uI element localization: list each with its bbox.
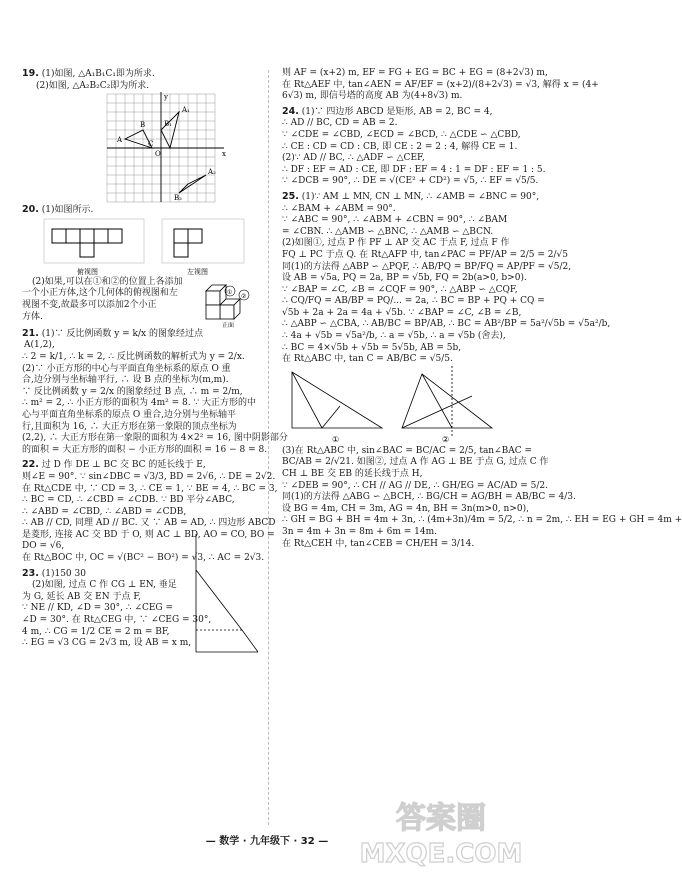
svg-text:B: B: [140, 121, 146, 130]
q19-line-2: (2)如图, △A₂B₂C₂即为所求.: [36, 80, 150, 91]
q23-tower-figure: [182, 530, 262, 660]
svg-text:②: ②: [241, 292, 247, 300]
q21-line-1: 21. (1)∵ 反比例函数 y = k/x 的图象经过点: [22, 327, 203, 339]
q22-line-1: 22. 过 D 作 DE ⊥ BC 交 BC 的延长线于 E,: [22, 459, 206, 471]
svg-text:A₂: A₂: [208, 168, 216, 177]
svg-text:正面: 正面: [222, 321, 235, 329]
left-column: 19. (1)如图, △A₁B₁C₁即为所求. (2)如图, △A₂B₂C₂即为所求. B A C O B₁ A₁ A₂ B₂ x y 20. (1)如图所示. 俯视图 左视图 (2)如果,可以在①和②的位置上各添加 一个小正方体,这个几何体的俯视图和左 视图不变,故最多可以添加2个小正 方体. ① ② 正面 21. (1)∵ 反比例函数 y = k/x 的图象经过点 A(1,2), ∴ 2 = k/1, ∴ k = 2, ∴ 反比例函数的解析式为 y = 2/x. (2)∵ 小正方形的中心与平面直角坐标系的原点 O 重 合,边分别与坐标轴平行, ∴ 设 B 点的坐标为(m,m). ∵ 反比例函数 y = 2/x 的图象经过 B 点, ∴ m = 2/m, ∴ m² = 2, ∴ 小正方形的面积为 4m² = 8. ∵ 大正方形的中 心与平面直角坐标系的原点 O 重合,边分别与坐标轴平 行,且面积为 16, ∴ 大正方形在第一象限的顶点坐标为 (2,2), ∴ 大正方形在第一象限的面积为 4×2² = 16, 图中阴影部分 的面积 = 大正方形的面积 − 小正方形的面积 = 16 − 8 = 8. 22. 过 D 作 DE ⊥ BC 交 BC 的延长线于 E, 则∠E = 90°. ∵ sin∠DBC = √3/3, BD = 2√6, ∴ DE = 2√2. 在 Rt△CDE 中, ∵ CD = 3, ∴ CE = 1, ∵ BE = 4, ∴ BC = 3, ∴ BC = CD, ∴ ∠CBD = ∠CDB. ∵ BD 平分∠ABC, ∴ ∠ABD = ∠CBD, ∴ ∠ABD = ∠CDB, ∴ AB // CD, 同理 AD // BC. 又 ∵ AB = AD, ∴ 四边形 ABCD 是菱形, 连接 AC 交 BD 于 O, 则 AC ⊥ BD, AO = CO, BO = DO = √6, 在 Rt△BOC 中, OC = √(BC² − BO²) = √3, ∴ AC = 2√3. 23. (1)150 30 (2)如图, 过点 C 作 CG ⊥ EN, 垂足 为 G, 延长 AB 交 EN 于点 F, ∵ NE // KD, ∠D = 30°, ∴ ∠CEG = ∠D = 30°. 在 Rt△CEG 中, ∵ ∠CEG = 30°, 4 m, ∴ CG = 1/2 CE = 2 m = BF, ∴ EG = √3 CG = 2√3 m, 设 AB = x m,: [22, 68, 262, 660]
column-divider: [268, 70, 269, 825]
svg-text:答案圈: 答案圈: [396, 801, 486, 836]
right-column: 则 AF = (x+2) m, EF = FG + EG = BC + EG = (8+2√3) m, 在 Rt△AEF 中, tan∠AEN = AF/EF = (x+2)/(8+2√3) = √3, 解得 x = (4+ 6√3) m, 即信号塔的高度 AB 为(4+8√3) m. 24. (1)∵ 四边形 ABCD 是矩形, AB = 2, BC = 4, ∴ AD // BC, CD = AB = 2. ∵ ∠CDE = ∠CBD, ∠ECD = ∠BCD, ∴ △CDE ∽ △CBD, ∴ CE : CD = CD : CB, 即 CE : 2 = 2 : 4, 解得 CE = 1. (2)∵ AD // BC, ∴ △ADF ∽ △CEF, ∴ DF : EF = AD : CE, 即 DF : EF = 4 : 1 = DF : EF = 1 : 5. ∵ ∠DCB = 90°, ∴ DE = √(CE² + CD²) = √5, ∴ EF = √5/5. 25. (1)∵ AM ⊥ MN, CN ⊥ MN, ∴ ∠AMB = ∠BNC = 90°, ∴ ∠BAM + ∠ABM = 90°. ∵ ∠ABC = 90°, ∴ ∠ABM + ∠CBN = 90°, ∴ ∠BAM = ∠CBN. ∴ △AMB ∽ △BNC, ∴ △AMB ∽ △BCN. (2)如图①, 过点 P 作 PF ⊥ AP 交 AC 于点 F, 过点 F 作 FQ ⊥ PC 于点 Q. 在 Rt△AFP 中, tan∠PAC = PF/AP = 2/5 = 2/√5 同(1)的方法得 △ABP ∽ △PQF, ∴ AB/PQ = BP/FQ = AP/PF = √5/2, 设 AB = √5a, PQ = 2a, BP = √5b, FQ = 2b(a>0, b>0). ∵ ∠BAP = ∠C, ∠B = ∠CQF = 90°, ∴ △ABP ∽ △CQF, ∴ CQ/FQ = AB/BP = PQ/... = 2a, ∴ BC = BP + PQ + CQ = √5b + 2a + 2a = 4a + √5b. ∵ ∠BAP = ∠C, ∠B = ∠B, ∴ △ABP ∽ △CBA, ∴ AB/BC = BP/AB, ∴ BC = AB²/BP = 5a²/√5b = √5a²/b, ∴ 4a + √5b = √5a²/b, ∴ a = √5b, ∴ a = √5b (舍去), ∴ BC = 4×√5b + √5b = 5√5b, AB = 5b, 在 Rt△ABC 中, tan C = AB/BC = √5/5. ① ② (3)在 Rt△ABC 中, sin∠BAC = BC/AC = 2/5, tan∠BAC = BC/AB = 2/√21. 如图②, 过点 A 作 AG ⊥ BE 于点 G, 过点 C 作 CH ⊥ BE 交 EB 的延长线于点 H, ∵ ∠DEB = 90°, ∴ CH // AG // DE, ∴ GH/EG = AC/AD = 5/2. 同(1)的方法得 △ABG ∽ △BCH, ∴ BG/CH = AG/BH = AB/BC = 4/3. 设 BG = 4m, CH = 3m, AG = 4n, BH = 3n(m>0, n>0), ∴ GH = BG + BH = 4m + 3n, ∴ (4m+3n)/4m = 5/2, ∴ n = 2m, ∴ EH = EG + GH = 4m + 3n = 4m + 3n = 8m + 6m = 14m. 在 Rt△CEH 中, tan∠CEB = CH/EH = 3/14.: [282, 68, 682, 549]
q20-text-block: (2)如果,可以在①和②的位置上各添加 一个小正方体,这个几何体的俯视图和左 视图不变,故最多可以添加2个小正 方体. ① ② 正面: [22, 277, 262, 325]
watermark-logo: [356, 790, 526, 870]
q23-line-1: 23. (1)150 30: [22, 567, 86, 579]
q19-line-1: 19. (1)如图, △A₁B₁C₁即为所求.: [22, 68, 155, 79]
svg-text:A₁: A₁: [182, 106, 190, 115]
svg-text:①: ①: [227, 288, 233, 296]
svg-text:②: ②: [442, 434, 450, 444]
svg-text:B₂: B₂: [174, 194, 182, 203]
svg-text:C: C: [148, 140, 154, 149]
q19-grid-figure: [102, 92, 262, 204]
svg-text:MXQE.COM: MXQE.COM: [359, 839, 523, 869]
triangle-figures: [282, 366, 522, 446]
svg-text:B₁: B₁: [164, 120, 172, 129]
page-footer: — 数学 · 九年级下 · 32 —: [205, 836, 329, 847]
coordinate-grid: [102, 92, 232, 204]
svg-text:俯视图: 俯视图: [77, 267, 98, 276]
q25-line-1: 25. (1)∵ AM ⊥ MN, CN ⊥ MN, ∴ ∠AMB = ∠BNC = 90°,: [282, 190, 540, 202]
cube-figure: [200, 267, 262, 329]
q24-line-1: 24. (1)∵ 四边形 ABCD 是矩形, AB = 2, BC = 4,: [282, 105, 493, 117]
q25-figures: [282, 366, 522, 446]
svg-text:A: A: [117, 136, 123, 145]
svg-text:左视图: 左视图: [187, 267, 208, 276]
q23-block: (2)如图, 过点 C 作 CG ⊥ EN, 垂足 为 G, 延长 AB 交 EN 于点 F, ∵ NE // KD, ∠D = 30°, ∴ ∠CEG = ∠D = 30°. 在 Rt△CEG 中, ∵ ∠CEG = 30°, 4 m, ∴ CG = 1/2 CE = 2 m = BF, ∴ EG = √3 CG = 2√3 m, 设 AB = x m,: [22, 580, 262, 660]
svg-text:①: ①: [332, 434, 340, 444]
svg-text:O: O: [155, 150, 161, 159]
svg-text:y: y: [164, 93, 168, 102]
q20-line-1: 20. (1)如图所示.: [22, 204, 94, 216]
svg-text:x: x: [222, 150, 226, 159]
